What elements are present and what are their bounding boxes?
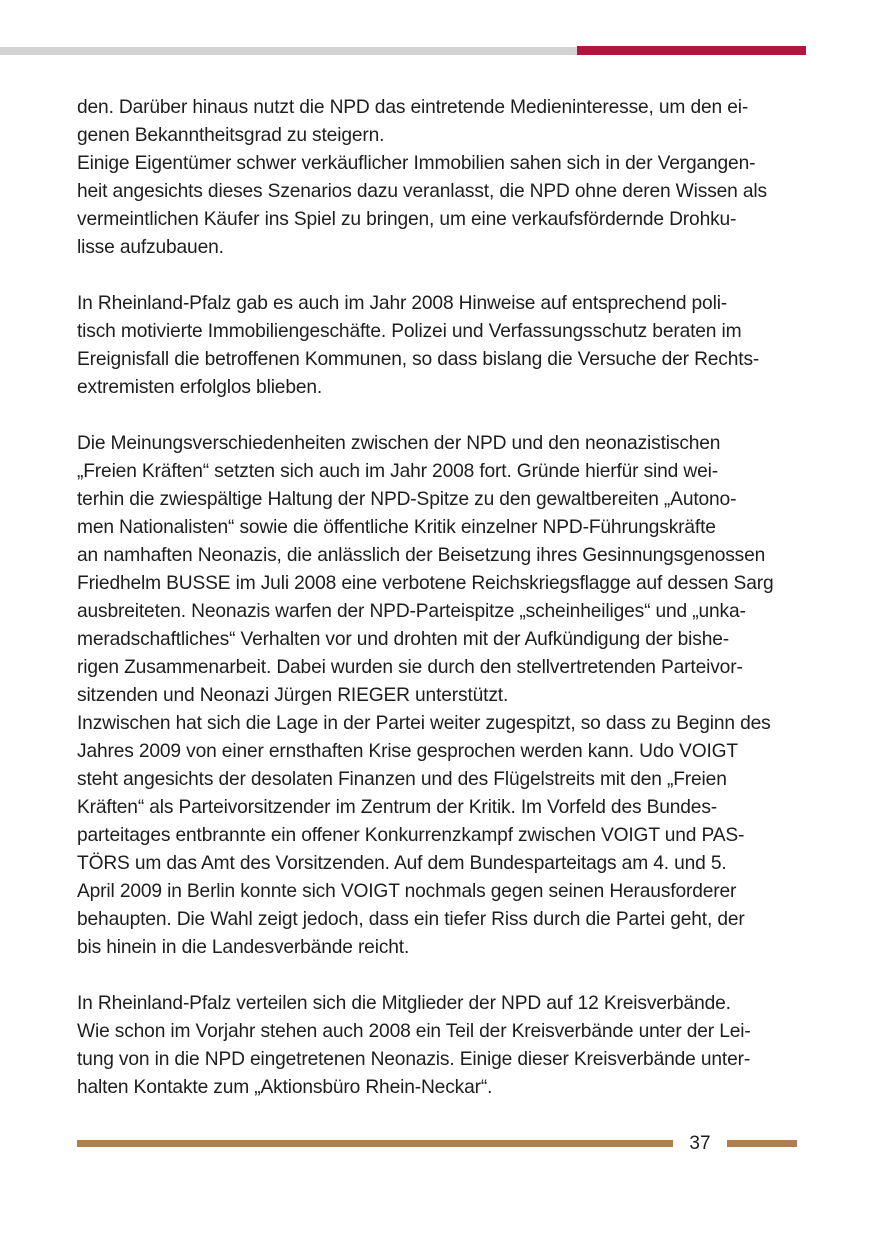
text-line: Inzwischen hat sich die Lage in der Partei weiter zugespitzt, so dass zu Beginn des	[77, 713, 771, 734]
text-line: bis hinein in die Landesverbände reicht.	[77, 937, 410, 958]
paragraph-spacer	[77, 962, 811, 990]
paragraph-spacer	[77, 402, 811, 430]
text-line: rigen Zusammenarbeit. Dabei wurden sie durch den stellvertretenden Parteivor-	[77, 657, 743, 678]
paragraph	[77, 990, 811, 1102]
text-line: In Rheinland-Pfalz gab es auch im Jahr 2008 Hinweise auf entsprechend poli-	[77, 293, 728, 314]
text-line: Friedhelm BUSSE im Juli 2008 eine verbotene Reichskriegsflagge auf dessen Sarg	[77, 573, 774, 594]
text-line: parteitages entbrannte ein offener Konkurrenzkampf zwischen VOIGT und PAS-	[77, 825, 745, 846]
footer-rule-left	[77, 1140, 673, 1147]
text-line: April 2009 in Berlin konnte sich VOIGT nochmals gegen seinen Herausforderer	[77, 881, 737, 902]
text-line: In Rheinland-Pfalz verteilen sich die Mitglieder der NPD auf 12 Kreisverbände.	[77, 993, 731, 1014]
text-line: ausbreiteten. Neonazis warfen der NPD-Parteispitze „scheinheiliges“ und „unka-	[77, 601, 746, 622]
text-line: behaupten. Die Wahl zeigt jedoch, dass ein tiefer Riss durch die Partei geht, der	[77, 909, 745, 930]
text-line: an namhaften Neonazis, die anlässlich der Beisetzung ihres Gesinnungsgenossen	[77, 545, 766, 566]
text-line: genen Bekanntheitsgrad zu steigern.	[77, 125, 385, 146]
text-line: men Nationalisten“ sowie die öffentliche Kritik einzelner NPD-Führungskräfte	[77, 517, 716, 538]
text-line: Wie schon im Vorjahr stehen auch 2008 ein Teil der Kreisverbände unter der Lei-	[77, 1021, 751, 1042]
text-line: Ereignisfall die betroffenen Kommunen, so dass bislang die Versuche der Rechts-	[77, 349, 760, 370]
body-text	[77, 94, 811, 1102]
text-line: tisch motivierte Immobiliengeschäfte. Polizei und Verfassungsschutz beraten im	[77, 321, 742, 342]
text-line: heit angesichts dieses Szenarios dazu veranlasst, die NPD ohne deren Wissen als	[77, 181, 767, 202]
text-line: extremisten erfolglos blieben.	[77, 377, 323, 398]
text-line: tung von in die NPD eingetretenen Neonazis. Einige dieser Kreisverbände unter-	[77, 1049, 751, 1070]
text-line: Die Meinungsverschiedenheiten zwischen der NPD und den neonazistischen	[77, 433, 721, 454]
text-line: Jahres 2009 von einer ernsthaften Krise gesprochen werden kann. Udo VOIGT	[77, 741, 738, 762]
text-line: sitzenden und Neonazi Jürgen RIEGER unterstützt.	[77, 685, 509, 706]
paragraph	[77, 290, 811, 402]
paragraph	[77, 94, 811, 262]
text-line: Kräften“ als Parteivorsitzender im Zentrum der Kritik. Im Vorfeld des Bundes-	[77, 797, 718, 818]
text-line: TÖRS um das Amt des Vorsitzenden. Auf dem Bundesparteitags am 4. und 5.	[77, 853, 727, 874]
paragraph	[77, 430, 811, 962]
text-line: vermeintlichen Käufer ins Spiel zu bringen, um eine verkaufsfördernde Drohku-	[77, 209, 737, 230]
text-line: den. Darüber hinaus nutzt die NPD das eintretende Medieninteresse, um den ei-	[77, 97, 749, 118]
text-line: halten Kontakte zum „Aktionsbüro Rhein-Neckar“.	[77, 1077, 493, 1098]
header-rule-grey	[0, 47, 577, 55]
text-line: „Freien Kräften“ setzten sich auch im Jahr 2008 fort. Gründe hierfür sind wei-	[77, 461, 718, 482]
text-line: lisse aufzubauen.	[77, 237, 224, 258]
text-line: terhin die zwiespältige Haltung der NPD-Spitze zu den gewaltbereiten „Autono-	[77, 489, 737, 510]
text-line: steht angesichts der desolaten Finanzen und des Flügelstreits mit den „Freien	[77, 769, 727, 790]
page-number: 37	[689, 1133, 711, 1154]
paragraph-spacer	[77, 262, 811, 290]
text-line: Einige Eigentümer schwer verkäuflicher Immobilien sahen sich in der Vergangen-	[77, 153, 756, 174]
text-line: meradschaftliches“ Verhalten vor und drohten mit der Aufkündigung der bishe-	[77, 629, 730, 650]
header-rule-accent	[577, 46, 806, 55]
footer-rule-right	[727, 1140, 797, 1147]
